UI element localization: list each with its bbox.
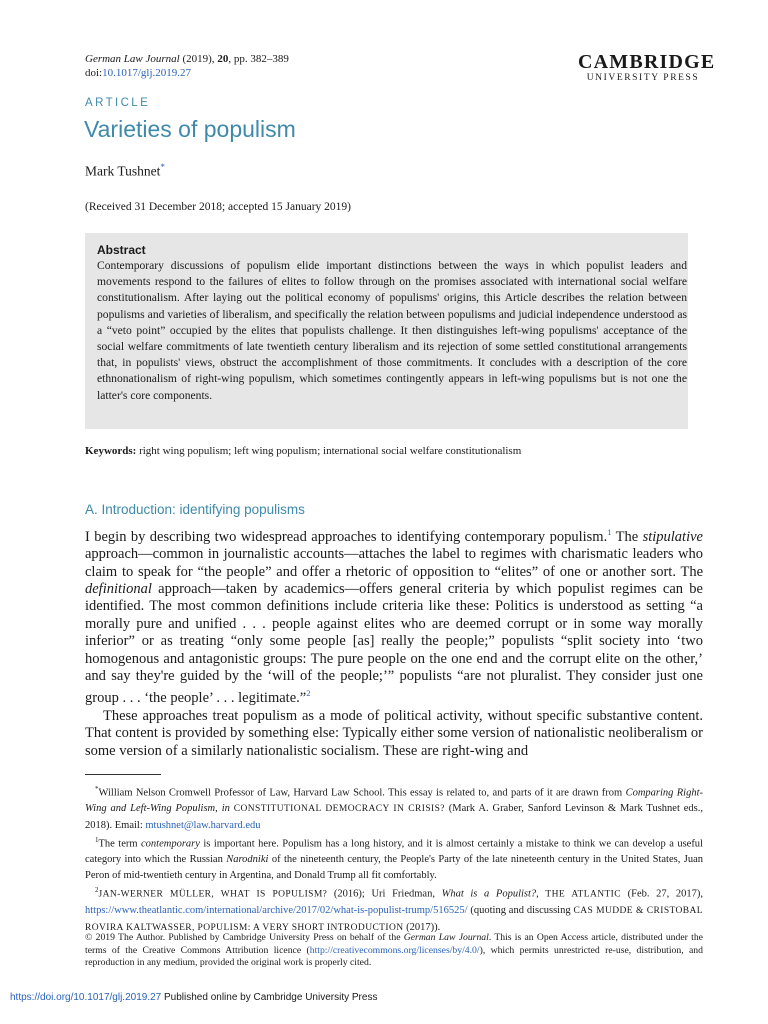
main-body-text [85, 524, 703, 760]
abstract-text: Contemporary discussions of populism elide important distinctions between the ways in which populist leaders and movements respond to the failures of elites to follow through on the promises associated with international social welfare constitutionalism. After laying out the political economy of populisms' origins, this Article describes the relation between populisms and varieties of liberalism, and specifically the relation between populisms and judicial independence understood as a “veto point” occupied by the elites that populists challenge. It then distinguishes left-wing populisms' acceptance of the social welfare commitments of late twentieth century liberalism and its rejection of some settled constitutional arrangements that, in populists' views, obstruct the accomplishment of those commitments. It concludes with a description of the core ethnonationalism of right-wing populism, which sometimes contingently appears in left-wing populisms but is not one the latter's core components. [97, 259, 687, 402]
fn2-c: (Feb. 27, 2017), [620, 888, 703, 900]
author-line [85, 162, 165, 180]
doi-link[interactable]: 10.1017/glj.2019.27 [102, 67, 192, 79]
page-footer [10, 992, 377, 1003]
creative-commons-link[interactable]: http://creativecommons.org/licenses/by/4.0/ [309, 944, 480, 956]
license-notice [85, 932, 703, 970]
cambridge-logo [578, 51, 716, 84]
keywords-line [85, 445, 695, 457]
doi-line [85, 66, 405, 80]
section-heading: A. Introduction: identifying populisms [85, 502, 305, 517]
footnote-2-marker: 2 [95, 886, 99, 894]
atlantic-url-link[interactable]: https://www.theatlantic.com/international/archive/2017/02/what-is-populist-trump/516525/ [85, 905, 468, 916]
p1-definitional: definitional [85, 581, 152, 598]
journal-header [85, 52, 405, 80]
footnote-2 [85, 883, 703, 936]
fn-star-book: CONSTITUTIONAL DEMOCRACY IN CRISIS? [233, 804, 445, 814]
received-dates: (Received 31 December 2018; accepted 15 January 2019) [85, 201, 351, 213]
fn-star-b: , [215, 803, 222, 814]
fn2-e: (2017)). [403, 921, 441, 933]
fn-star-in: in [221, 803, 230, 814]
footer-doi-link[interactable]: https://doi.org/10.1017/glj.2019.27 [10, 992, 162, 1003]
fn1-c: of the nineteenth century, the People's Party of the late nineteenth century in the United States, Juan Peron of mid-twentieth century in Argentina, and Donald Trump all fit comfortably. [85, 854, 703, 881]
fn1-a: The term [98, 838, 141, 850]
fn2-article: What is a Populist? [441, 888, 537, 900]
fn1-b: is important here. Populism has a long history, and it is almost certainly a mistake to think we can develop a useful category into which the Russian [85, 838, 703, 865]
license-b: . This is an Open Access article, distributed under the terms of the Creative Commons Attribution licence ( [85, 932, 703, 956]
author-footnote-marker[interactable]: * [160, 162, 165, 172]
article-type-label: ARTICLE [85, 97, 151, 109]
p1-part-d: approach—taken by academics—offers general criteria by which populist regimes can be identified. The most common definitions include criteria like these: Politics is understood as setting “a morally pure and unified . . . people against elites who are deemed corrupt or in some way morally inferior” or as treating “only some people [as] really the people;” populists “split society into ‘two homogenous and antagonistic groups: The pure people on the one end and the corrupt elite on the other,’ and say they're guided by the ‘will of the people;’” populists “are not pluralist. They consider just one group . . . ‘the people’ . . . legitimate.” [85, 581, 703, 707]
footnote-star [85, 782, 703, 833]
article-title: Varieties of populism [84, 116, 296, 142]
keywords-text: right wing populism; left wing populism; international social welfare constitutionalism [139, 445, 522, 457]
p1-part-b: The [611, 528, 643, 545]
fn-star-d: (Mark A. Graber, Sanford Levinson & Mark Tushnet eds., 2018). Email: [85, 803, 704, 831]
p1-stipulative: stipulative [642, 528, 703, 545]
license-journal: German Law Journal [403, 932, 489, 943]
fn2-a: (2016); Uri Friedman, [327, 888, 442, 900]
footnotes [85, 782, 703, 936]
footer-published: Published online by Cambridge University Press [161, 992, 378, 1003]
paragraph-1 [85, 524, 703, 708]
fn2-b: , [536, 888, 546, 900]
author-name: Mark Tushnet [85, 163, 161, 179]
license-c: ), which permits unrestricted re-use, distribution, and reproduction in any medium, provided the original work is properly cited. [85, 944, 703, 968]
keywords-label: Keywords: [85, 445, 137, 457]
author-email-link[interactable]: mtushnet@law.harvard.edu [145, 819, 261, 831]
fn2-book: CAS MUDDE & CRISTOBAL ROVIRA KALTWASSER, POPULISM: A VERY SHORT INTRODUCTION [85, 906, 704, 933]
p1-part-a: I begin by describing two widespread approaches to identifying contemporary populism. [85, 528, 608, 545]
p1-part-c: approach—common in journalistic accounts—attaches the label to regimes with charismatic leaders who claim to speak for “the people” and offer a rhetoric of opposition to “elites” of one or another sort. The [85, 546, 703, 580]
fn1-term: contemporary [141, 838, 200, 850]
fn-star-title: Comparing Right-Wing and Left-Wing Populism [85, 787, 703, 814]
footnote-divider [85, 774, 161, 775]
journal-name: German Law Journal [85, 53, 180, 65]
logo-line2: UNIVERSITY PRESS [586, 73, 700, 83]
abstract-heading: Abstract [97, 243, 146, 257]
footnote-star-marker: * [95, 785, 99, 793]
fn2-magazine: THE ATLANTIC [545, 889, 621, 900]
footnote-ref-2[interactable]: 2 [306, 688, 311, 699]
footnote-1 [85, 833, 703, 883]
journal-volume: 20 [217, 53, 229, 65]
paragraph-2: These approaches treat populism as a mode of political activity, without specific substantive content. That content is provided by something else: Typically either some version of nationalistic neoliberalism or some version of a similarly nationalistic socialism. These are right-wing and [85, 707, 703, 759]
journal-year: (2019), [182, 53, 215, 65]
footnote-ref-1[interactable]: 1 [607, 527, 612, 537]
fn-star-a: William Nelson Cromwell Professor of Law, Harvard Law School. This essay is related to, and parts of it are drawn from [98, 787, 626, 799]
abstract-box [85, 233, 688, 429]
logo-line1: CAMBRIDGE [578, 51, 716, 73]
footnote-1-marker: 1 [95, 836, 99, 844]
license-a: © 2019 The Author. Published by Cambridge University Press on behalf of the [85, 932, 404, 943]
fn2-author: JAN-WERNER MÜLLER, WHAT IS POPULISM? [98, 889, 328, 900]
journal-pages: , pp. 382–389 [228, 53, 289, 65]
fn1-narodniki: Narodniki [226, 854, 269, 865]
doi-label: doi: [85, 67, 103, 79]
fn2-d: (quoting and discussing [467, 905, 574, 916]
citation-line [85, 52, 405, 66]
